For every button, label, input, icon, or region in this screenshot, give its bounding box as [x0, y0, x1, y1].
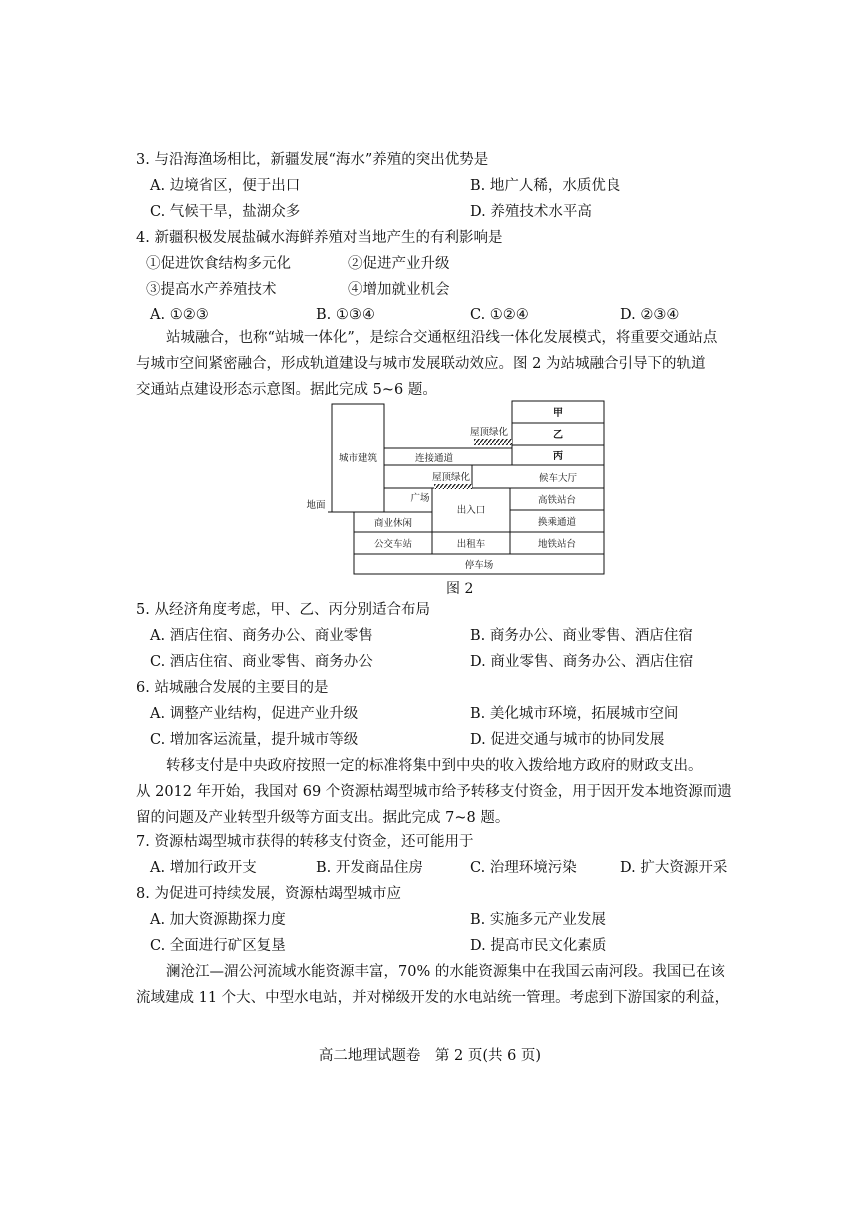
figure-caption: 图 2 [446, 581, 474, 597]
label-roof-green-mid: 屋顶绿化 [431, 472, 471, 483]
label-hsr-platform: 高铁站台 [537, 495, 577, 506]
q4-option-b: B. ①③④ [316, 307, 375, 323]
station-diagram [300, 398, 612, 578]
q4-item-1: ①促进饮食结构多元化 [146, 256, 291, 272]
label-roof-green-top: 屋顶绿化 [469, 427, 509, 438]
q7-option-b: B. 开发商品住房 [316, 860, 423, 876]
q3-option-d: D. 养殖技术水平高 [470, 204, 592, 220]
q5-stem: 5. 从经济角度考虑，甲、乙、丙分别适合布局 [136, 602, 430, 618]
label-waiting-hall: 候车大厅 [538, 473, 578, 484]
label-metro: 地铁站台 [537, 539, 577, 550]
q7-option-d: D. 扩大资源开采 [620, 860, 728, 876]
q5-option-d: D. 商业零售、商务办公、酒店住宿 [470, 654, 694, 670]
q4-option-d: D. ②③④ [620, 307, 680, 323]
q7-option-c: C. 治理环境污染 [470, 860, 577, 876]
q4-item-4: ④增加就业机会 [348, 282, 450, 298]
q4-option-a: A. ①②③ [150, 307, 209, 323]
q8-option-a: A. 加大资源勘探力度 [150, 912, 286, 928]
label-yi: 乙 [553, 430, 563, 441]
q6-option-c: C. 增加客运流量，提升城市等级 [150, 732, 359, 748]
q5-option-a: A. 酒店住宿、商务办公、商业零售 [150, 628, 373, 644]
label-jia: 甲 [553, 408, 563, 419]
passage1-line-1: 站城融合，也称“站城一体化”，是综合交通枢纽沿线一体化发展模式，将重要交通站点 [166, 330, 718, 346]
passage2-line-3: 留的问题及产业转型升级等方面支出。据此完成 7~8 题。 [136, 810, 510, 826]
label-ground: 地面 [306, 500, 326, 511]
q4-stem: 4. 新疆积极发展盐碱水海鲜养殖对当地产生的有利影响是 [136, 230, 503, 246]
q5-option-b: B. 商务办公、商业零售、酒店住宿 [470, 628, 693, 644]
q6-option-d: D. 促进交通与城市的协同发展 [470, 732, 665, 748]
label-parking: 停车场 [464, 560, 494, 571]
label-connector: 连接通道 [414, 453, 454, 464]
passage3-line-2: 流域建成 11 个大、中型水电站，并对梯级开发的水电站统一管理。考虑到下游国家的利益， [136, 990, 730, 1006]
q8-option-c: C. 全面进行矿区复垦 [150, 938, 286, 954]
label-transfer: 换乘通道 [537, 517, 577, 528]
q6-option-b: B. 美化城市环境，拓展城市空间 [470, 706, 679, 722]
label-bus: 公交车站 [373, 539, 413, 550]
passage1-line-3: 交通站点建设形态示意图。据此完成 5~6 题。 [136, 382, 437, 398]
q8-option-b: B. 实施多元产业发展 [470, 912, 606, 928]
passage2-line-1: 转移支付是中央政府按照一定的标准将集中到中央的收入拨给地方政府的财政支出。 [166, 758, 703, 774]
roof-green-hatch-mid [434, 484, 472, 489]
q8-option-d: D. 提高市民文化素质 [470, 938, 607, 954]
passage2-line-2: 从 2012 年开始，我国对 69 个资源枯竭型城市给予转移支付资金，用于因开发本地资源而遗 [136, 784, 732, 800]
label-plaza: 广场 [410, 493, 430, 504]
passage3-line-1: 澜沧江—湄公河流域水能资源丰富，70% 的水能资源集中在我国云南河段。我国已在该 [166, 964, 725, 980]
q8-stem: 8. 为促进可持续发展，资源枯竭型城市应 [136, 886, 401, 902]
q4-item-2: ②促进产业升级 [348, 256, 450, 272]
q4-option-c: C. ①②④ [470, 307, 529, 323]
q6-option-a: A. 调整产业结构，促进产业升级 [150, 706, 359, 722]
label-entrance: 出入口 [456, 505, 486, 516]
label-city-building: 城市建筑 [338, 453, 378, 464]
q3-option-a: A. 边境省区，便于出口 [150, 178, 301, 194]
label-bing: 丙 [553, 451, 563, 462]
q7-option-a: A. 增加行政开支 [150, 860, 257, 876]
q3-stem: 3. 与沿海渔场相比，新疆发展“海水”养殖的突出优势是 [136, 152, 489, 168]
q3-option-c: C. 气候干旱，盐湖众多 [150, 204, 301, 220]
q6-stem: 6. 站城融合发展的主要目的是 [136, 680, 329, 696]
q4-item-3: ③提高水产养殖技术 [146, 282, 277, 298]
q3-option-b: B. 地广人稀，水质优良 [470, 178, 621, 194]
label-commercial: 商业休闲 [373, 518, 413, 529]
label-taxi: 出租车 [456, 539, 486, 550]
roof-green-hatch-top [474, 439, 512, 445]
page-footer: 高二地理试题卷 第 2 页(共 6 页) [318, 1048, 542, 1064]
q5-option-c: C. 酒店住宿、商业零售、商务办公 [150, 654, 373, 670]
q7-stem: 7. 资源枯竭型城市获得的转移支付资金，还可能用于 [136, 834, 474, 850]
passage1-line-2: 与城市空间紧密融合，形成轨道建设与城市发展联动效应。图 2 为站城融合引导下的轨道 [136, 356, 706, 372]
